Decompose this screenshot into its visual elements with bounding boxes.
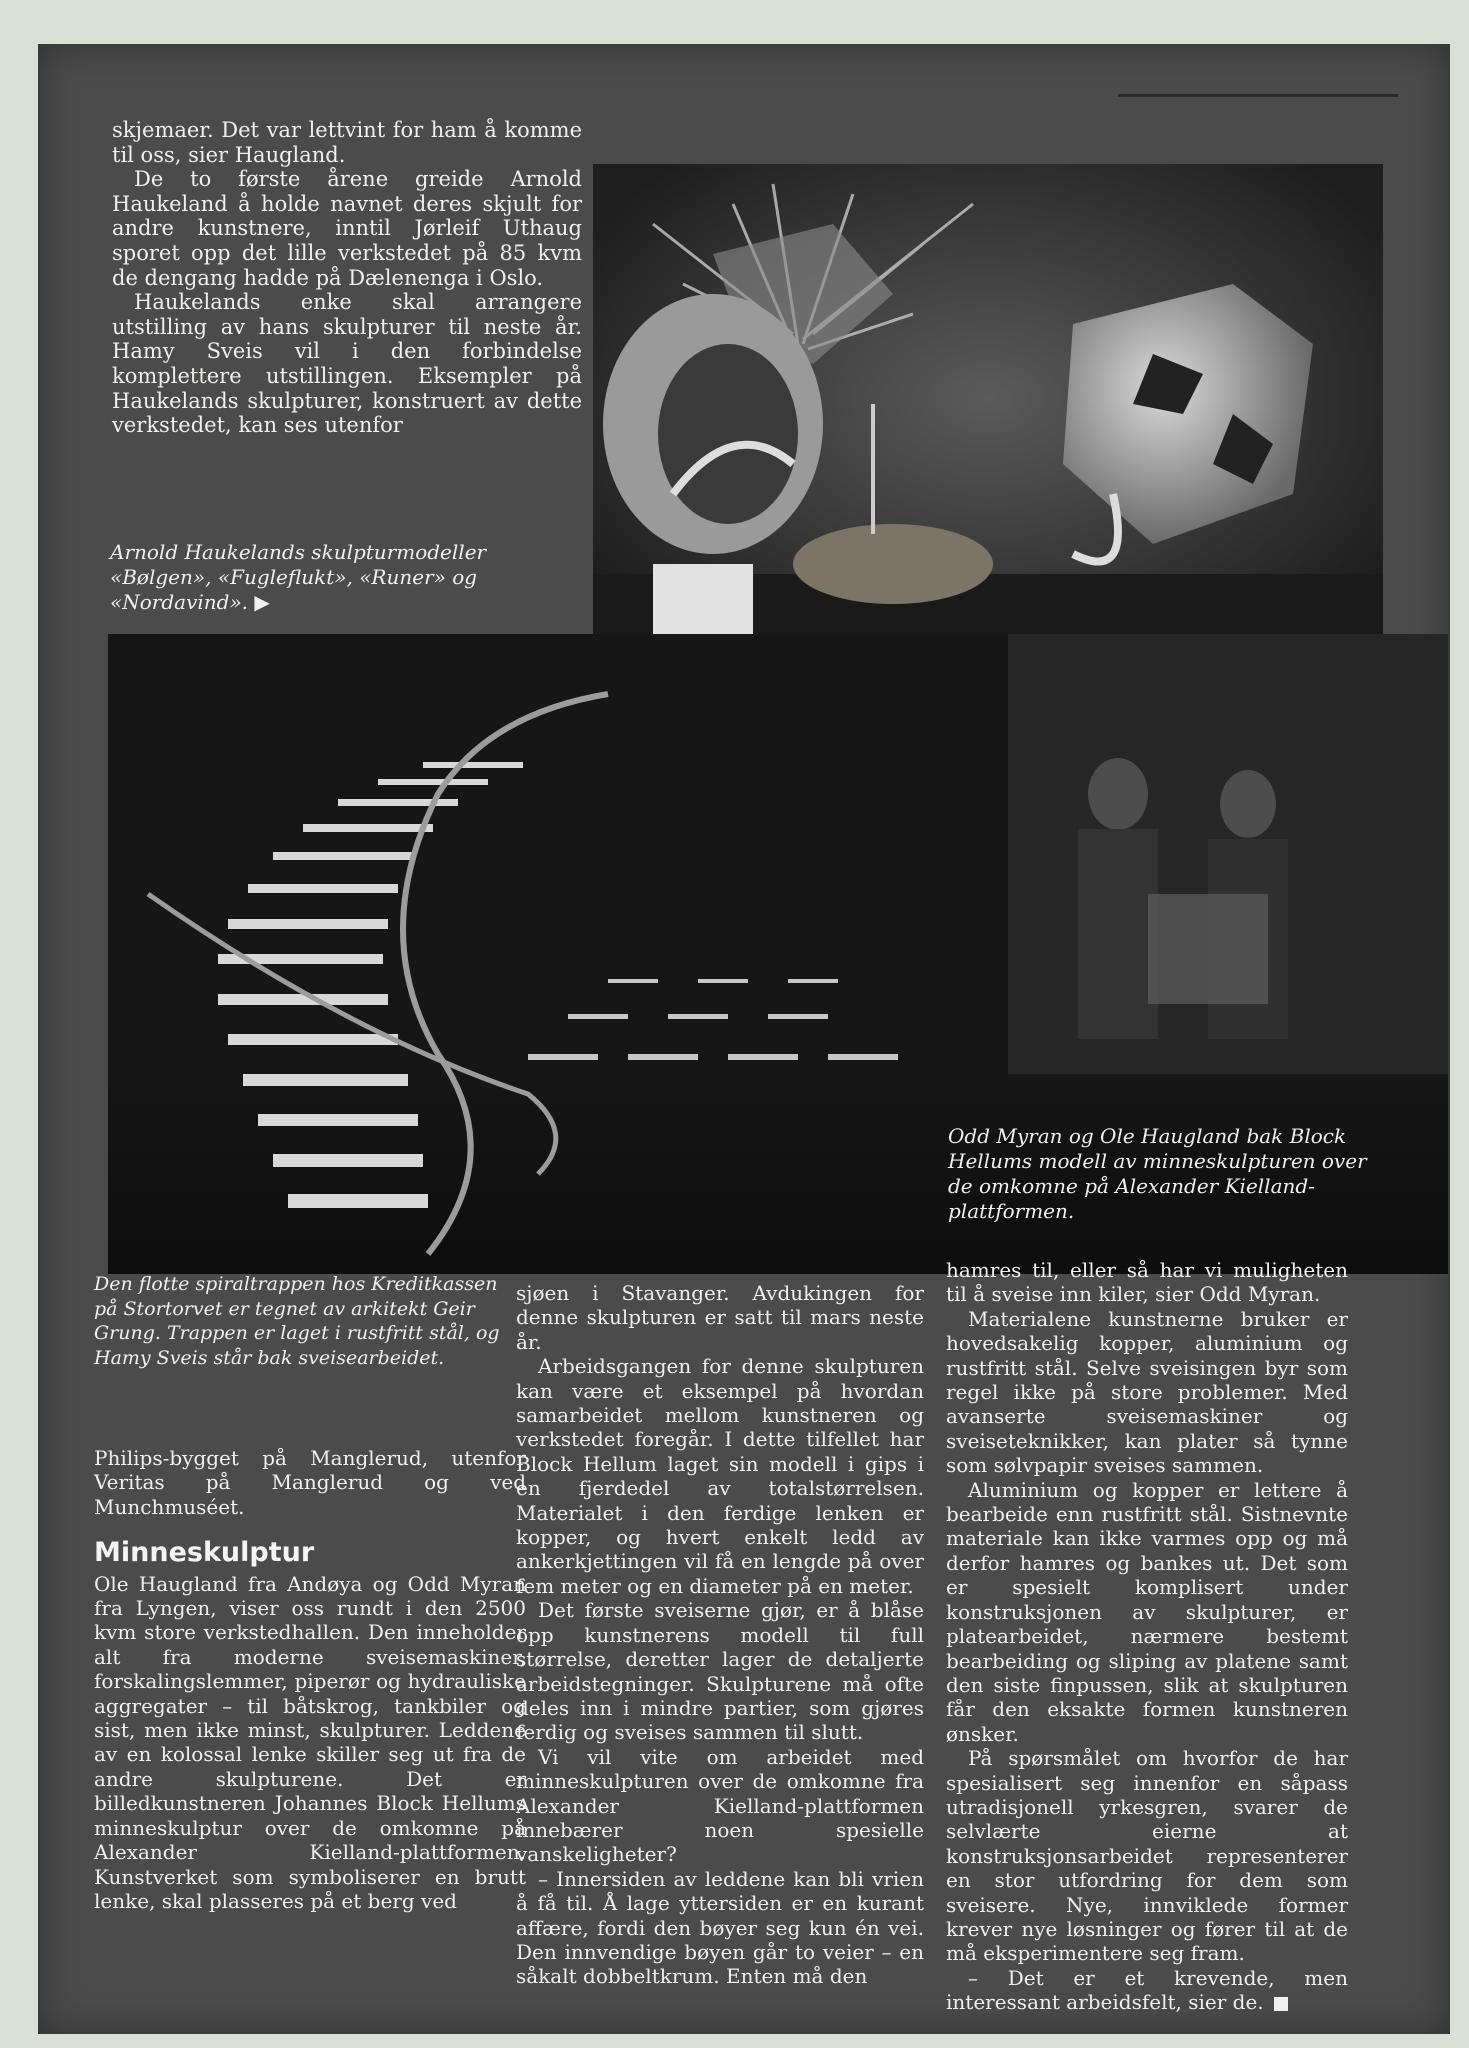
- column-3-paragraph-1: hamres til, eller så har vi muligheten til å sveise inn kiler, sier Odd Myran.: [946, 1258, 1348, 1307]
- top-rule: [1118, 94, 1398, 97]
- column-3: [946, 1258, 1348, 2015]
- caption-sculptures-text: Arnold Haukelands skulpturmodeller «Bølgen», «Fugleflukt», «Runer» og «Nordavind».: [110, 540, 487, 614]
- newspaper-clipping: [38, 44, 1450, 2034]
- column-1-paragraph-2: Ole Haugland fra Andøya og Odd Myran fra Lyngen, viser oss rundt i den 2500 kvm store verkstedhallen. Den inneholder alt fra moderne sveisemaskiner, forskalingslemmer, piperør og hydrauliske aggregater – til båtskrog, tankbiler og sist, men ikke minst, skulpturer. Leddene av en kolossal lenke skiller seg ut fra de andre skulpturene. Det er billedkunstneren Johannes Block Hellums minneskulptur over de omkomne på Alexander Kielland-plattformen. Kunstverket som symboliserer en brutt lenke, skal plasseres på et berg ved: [94, 1571, 526, 1913]
- column-2: [516, 1281, 924, 1989]
- intro-paragraph-1: skjemaer. Det var lettvint for ham å komme til oss, sier Haugland.: [112, 118, 582, 167]
- column-3-paragraph-3: Aluminium og kopper er lettere å bearbeide enn rustfritt stål. Sistnevnte materiale kan ikke varmes opp og må derfor hamres og bankes ut. Det som er spesielt komplisert under konstruksjonen av skulpturer, er platearbeidet, nærmere bestemt bearbeiding og sliping av platene samt den siste finpussen, slik at skulpturen får den eksakte formen kunstneren ønsker.: [946, 1477, 1348, 1746]
- sculpture-photo: [593, 164, 1383, 684]
- column-2-paragraph-4: Vi vil vite om arbeidet med minneskulpturen over de omkomne fra Alexander Kielland-plattformen innebærer noen spesielle vanskeligheter?: [516, 1744, 924, 1867]
- column-3-paragraph-4: På spørsmålet om hvorfor de har spesialisert seg innenfor en såpass utradisjonell yrkesgren, svarer de selvlærte eierne at konstruksjonsarbeidet representerer en stor utfordring for dem som sveisere. Nye, innviklede former krever nye løsninger og fører til at de må eksperimentere seg fram.: [946, 1746, 1348, 1966]
- section-heading: Minneskulptur: [94, 1537, 315, 1569]
- intro-paragraph-3: Haukelands enke skal arrangere utstilling av hans skulpturer til neste år. Hamy Sveis vil i den forbindelse komplettere utstillingen. Eksempler på Haukelands skulpturer, konstruert av dette verkstedet, kan ses utenfor: [112, 290, 582, 438]
- sculpture-illustration: [593, 164, 1383, 684]
- caption-workers: [948, 1124, 1388, 1224]
- column-3-paragraph-5: [946, 1966, 1348, 2015]
- column-2-paragraph-2: Arbeidsgangen for denne skulpturen kan være et eksempel på hvordan samarbeidet mellom kunstneren og verkstedet foregår. I dette tilfellet har Block Hellum laget sin modell i gips i en fjerdedel av totalstørrelsen. Materialet i den ferdige lenken er kopper, og hvert enkelt ledd av ankerkjettingen vil få en lengde på over fem meter og en diameter på en meter.: [516, 1354, 924, 1598]
- closing-text: – Det er et krevende, men interessant arbeidsfelt, sier de.: [946, 1965, 1348, 2015]
- caption-staircase-text: Den flotte spiraltrappen hos Kreditkassen på Stortorvet er tegnet av arkitekt Geir Grung. Trappen er laget i rustfritt stål, og Hamy Sveis står bak sveisearbeidet.: [94, 1273, 500, 1369]
- intro-paragraph-2: De to første årene greide Arnold Haukeland å holde navnet deres skjult for andre kunstnere, inntil Jørleif Uthaug sporet opp det lille verkstedet på 85 kvm de dengang hadde på Dælenenga i Oslo.: [112, 167, 582, 290]
- column-2-paragraph-1: sjøen i Stavanger. Avdukingen for denne skulpturen er satt til mars neste år.: [516, 1281, 924, 1354]
- intro-text: [112, 118, 582, 438]
- caption-workers-text: Odd Myran og Ole Haugland bak Block Hellums modell av minneskulpturen over de omkomne på Alexander Kielland-plattformen.: [948, 1124, 1367, 1223]
- column-1-paragraph-1: Philips-bygget på Manglerud, utenfor Veritas på Manglerud og ved Munchmuséet.: [94, 1446, 526, 1519]
- caption-arrow-icon: ▶: [254, 590, 270, 614]
- end-mark-icon: [1274, 1997, 1288, 2011]
- column-2-paragraph-3: Det første sveiserne gjør, er å blåse opp kunstnerens modell til full størrelse, deretter lager de detaljerte arbeidstegninger. Skulpturene må ofte deles inn i mindre partier, som gjøres ferdig og sveises sammen til slutt.: [516, 1598, 924, 1745]
- column-1: [94, 1446, 526, 1913]
- caption-sculptures: [110, 540, 580, 615]
- caption-staircase: [94, 1272, 520, 1370]
- column-3-paragraph-2: Materialene kunstnerne bruker er hovedsakelig kopper, aluminium og rustfritt stål. Selve sveisingen byr som regel ikke på store problemer. Med avanserte sveisemaskiner og sveiseteknikker, kan plater så tynne som sølvpapir sveises sammen.: [946, 1306, 1348, 1478]
- column-2-paragraph-5: – Innersiden av leddene kan bli vrien å få til. Å lage yttersiden er en kurant affære, fordi den bøyer seg kun én vei. Den innvendige bøyen går to veier – en såkalt dobbeltkrum. Enten må den: [516, 1866, 924, 1989]
